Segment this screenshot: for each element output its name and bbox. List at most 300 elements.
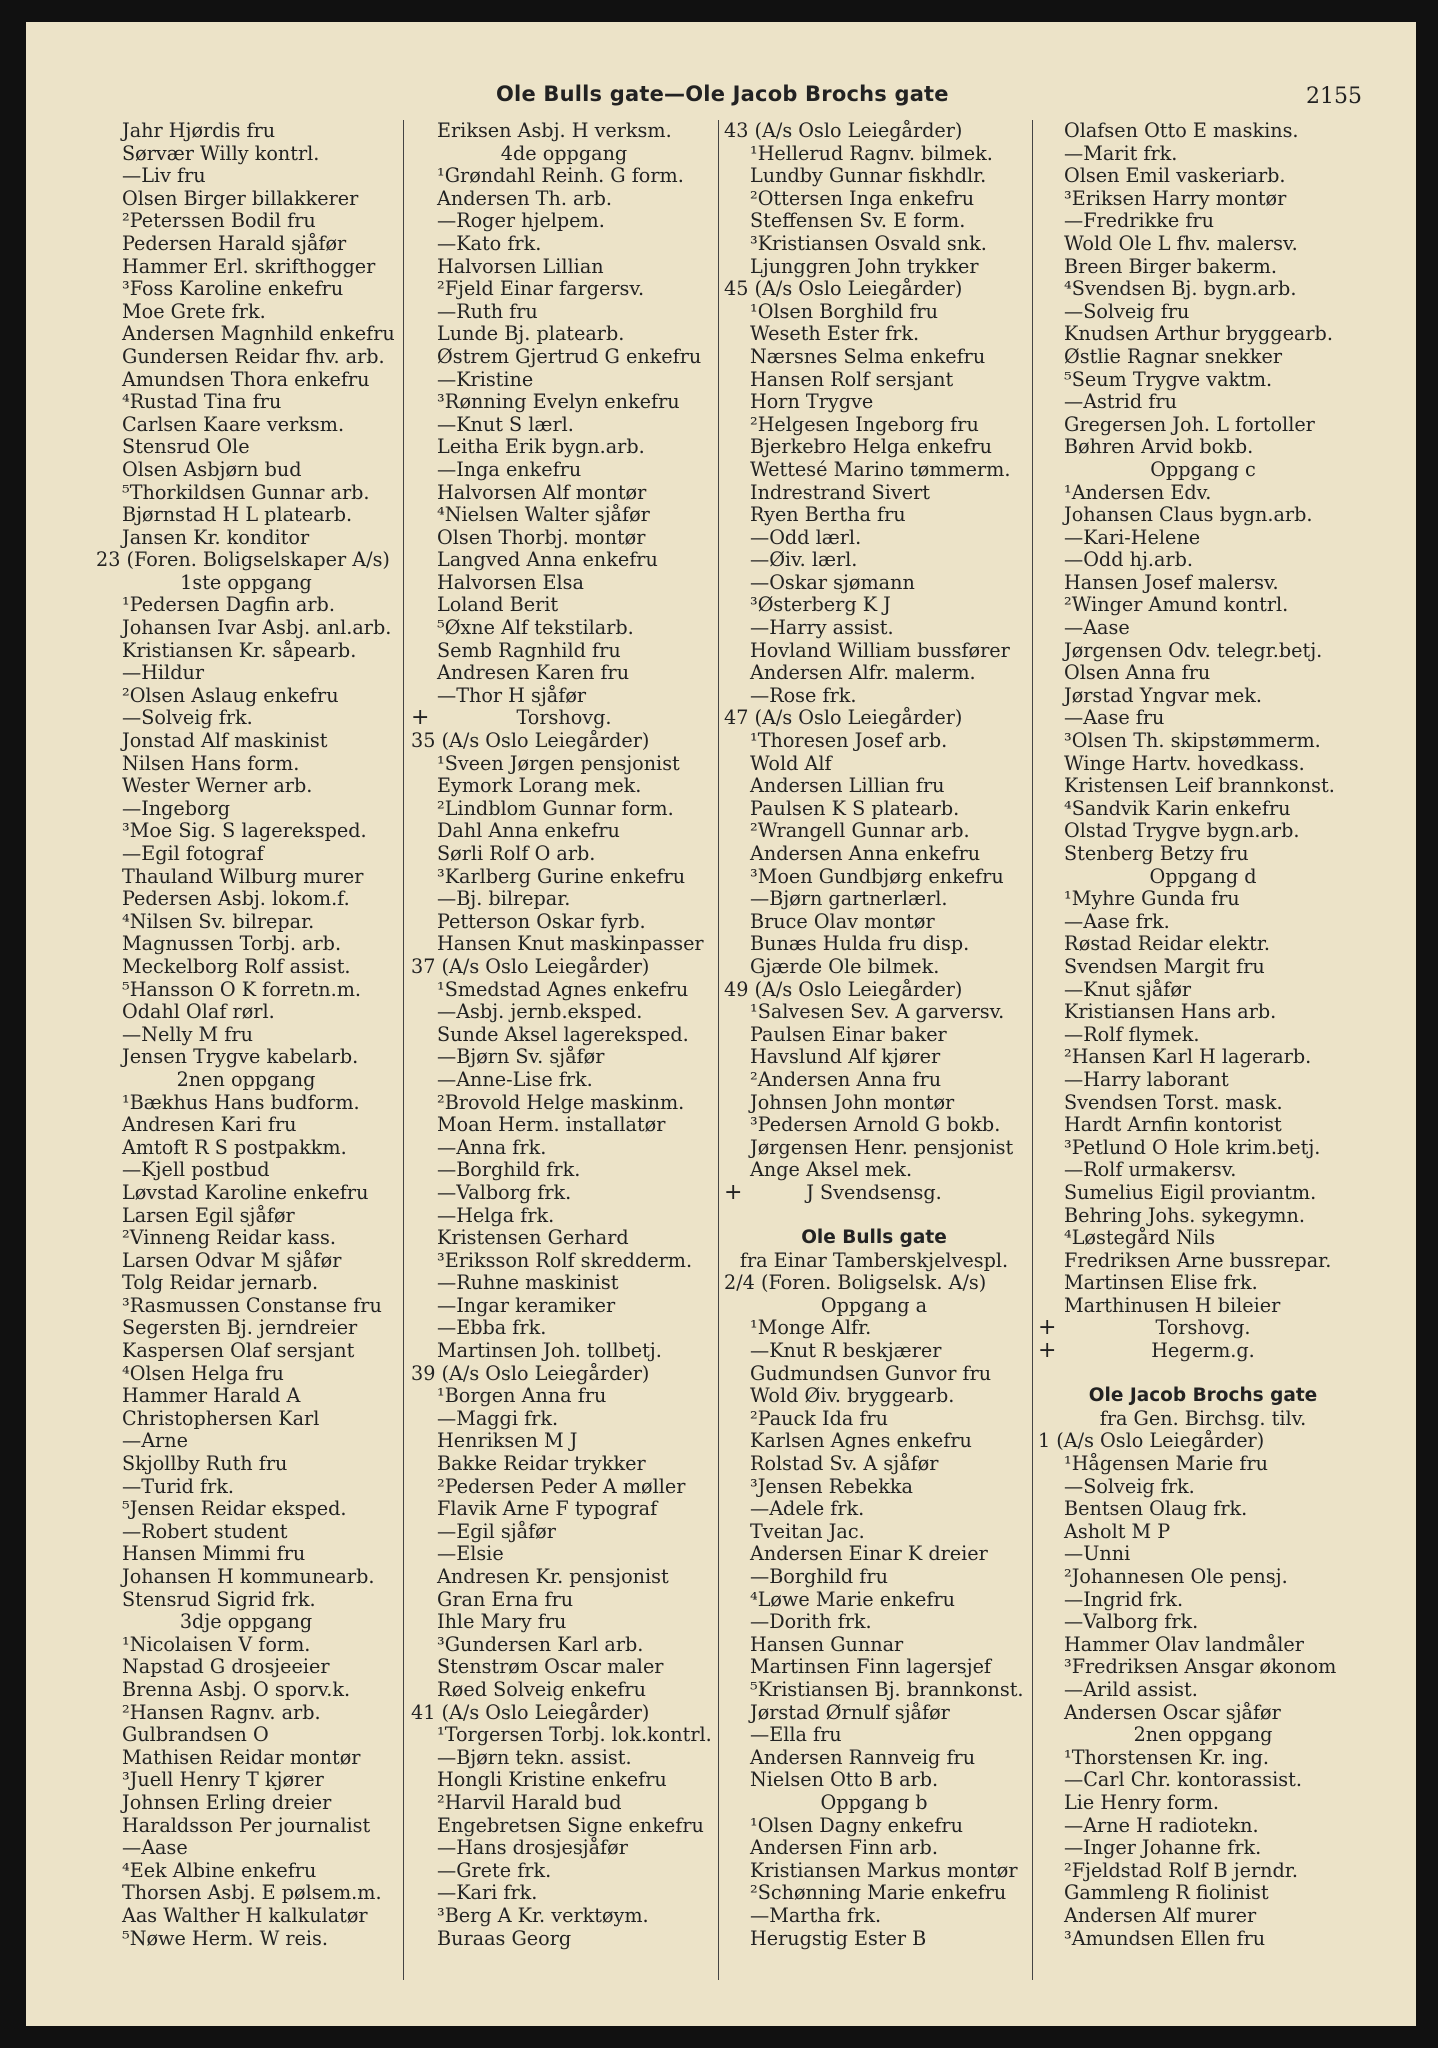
directory-entry: —Borghild fru [750,1565,888,1588]
directory-entry: Bøhren Arvid bokb. [1064,435,1254,459]
directory-entry: —Ella fru [750,1723,842,1747]
directory-entry: ²Winger Amund kontrl. [1064,593,1289,617]
directory-entry: Johansen H kommunearb. [122,1565,375,1588]
directory-entry: Jørgensen Odv. telegr.betj. [1064,638,1323,662]
column-1 [96,120,396,2000]
directory-entry: ⁵Nøwe Herm. W reis. [122,1926,328,1950]
directory-entry: —Arne H radiotekn. [1064,1813,1259,1837]
directory-entry: Pedersen Harald sjåfør [122,231,347,255]
directory-entry: Steffensen Sv. E form. [750,209,966,233]
directory-entry: Bruce Olav montør [750,909,935,933]
directory-entry: ¹Smedstad Agnes enkefru [437,977,689,1001]
directory-entry: Bjerkebro Helga enkefru [750,435,993,459]
directory-entry: Andersen Oscar sjåfør [1064,1700,1281,1724]
directory-entry: ⁵Jensen Reidar eksped. [122,1497,347,1521]
directory-entry: Tolg Reidar jernarb. [122,1271,319,1295]
directory-entry: Rolstad Sv. A sjåfør [750,1452,939,1476]
directory-entry: —Hans drosjesjåfør [437,1836,628,1860]
directory-entry: ³Rasmussen Constanse fru [122,1293,382,1317]
directory-entry: Engebretsen Signe enkefru [437,1813,704,1837]
directory-entry: —Solveig frk. [122,706,253,730]
directory-entry: Andersen Alfr. malerm. [750,661,976,685]
directory-entry: ²Peterssen Bodil fru [122,209,316,233]
directory-entry: ²Olsen Aslaug enkefru [122,683,339,707]
directory-entry: Weseth Ester frk. [750,322,920,346]
column-2 [411,120,717,2000]
directory-entry: Langved Anna enkefru [437,548,658,572]
directory-entry: ⁴Løstegård Nils [1064,1226,1216,1250]
directory-entry: ⁵Thorkildsen Gunnar arb. [122,480,370,504]
directory-entry: 37 (A/s Oslo Leiegårder) [411,954,650,978]
section-label: 2nen oppgang [1133,1723,1273,1747]
directory-entry: Hansen Josef malersv. [1064,570,1279,594]
directory-entry: Meckelborg Rolf assist. [122,954,351,978]
directory-entry: ³Eriksson Rolf skredderm. [437,1248,693,1272]
directory-entry: —Knut S lærl. [437,412,574,436]
directory-entry: —Thor H sjåfør [437,683,587,707]
directory-entry: Gregersen Joh. L fortoller [1064,412,1315,436]
directory-entry: Andresen Kari fru [122,1113,297,1137]
directory-entry: ³Petlund O Hole krim.betj. [1064,1135,1321,1159]
directory-entry: —Ingar keramiker [437,1293,616,1317]
directory-entry: Breen Birger bakerm. [1064,254,1277,278]
directory-entry: Østlie Ragnar snekker [1064,344,1283,368]
directory-entry: ³Eriksen Harry montør [1064,186,1287,210]
section-label: 2nen oppgang [176,1067,316,1091]
directory-entry: ³Pedersen Arnold G bokb. [750,1113,1001,1137]
directory-entry: Skjollby Ruth fru [122,1452,288,1476]
directory-entry: Johansen Claus bygn.arb. [1064,503,1313,527]
directory-entry: Kristensen Gerhard [437,1226,629,1250]
directory-entry: —Knut sjåfør [1064,977,1192,1001]
cross-street-marker: + [1038,1338,1057,1364]
directory-entry: Amundsen Thora enkefru [122,367,370,391]
directory-entry: Odahl Olaf rørl. [122,1000,275,1024]
directory-entry: Sunde Aksel lagereksped. [437,1022,689,1046]
directory-entry: —Grete frk. [437,1858,552,1882]
section-label: Oppgang c [1150,457,1256,481]
directory-entry: ¹Grøndahl Reinh. G form. [437,164,684,188]
directory-entry: ²Brovold Helge maskinm. [437,1090,685,1114]
directory-entry: —Kjell postbud [122,1158,270,1182]
directory-entry: Andersen Rannveig fru [750,1745,976,1769]
directory-entry: —Helga frk. [437,1203,555,1227]
directory-entry: Horn Trygve [750,390,874,414]
directory-entry: Martinsen Joh. tollbetj. [437,1339,662,1363]
directory-entry: ²Vinneng Reidar kass. [122,1226,336,1250]
directory-entry [724,1205,1024,1228]
directory-entry: Halvorsen Lillian [437,254,604,278]
directory-entry: ¹Hellerud Ragnv. bilmek. [750,141,993,165]
directory-entry: Johnsen Erling dreier [122,1790,332,1814]
directory-entry: Andersen Lillian fru [750,774,945,798]
directory-entry: —Rolf urmakersv. [1064,1158,1237,1182]
directory-entry: Jørstad Yngvar mek. [1064,683,1262,707]
column-divider [403,120,404,1980]
directory-entry: —Kato frk. [437,231,542,255]
directory-entry: ¹Myhre Gunda fru [1064,887,1240,911]
directory-entry: Mathisen Reidar montør [122,1745,361,1769]
directory-entry: ³Fredriksen Ansgar økonom [1064,1655,1337,1679]
page-title: Ole Bulls gate—Ole Jacob Brochs gate [496,82,949,106]
directory-entry: ¹Andersen Edv. [1064,480,1212,504]
directory-entry: —Valborg frk. [437,1180,572,1204]
directory-entry: Østrem Gjertrud G enkefru [437,344,702,368]
section-label: Oppgang b [820,1790,928,1814]
directory-entry: Olsen Birger billakkerer [122,186,359,210]
directory-entry: Paulsen Einar baker [750,1022,947,1046]
directory-entry: Knudsen Arthur bryggearb. [1064,322,1333,346]
directory-entry: ²Pedersen Peder A møller [437,1474,686,1498]
column-divider [718,120,719,1980]
directory-entry: Herugstig Ester B [750,1926,927,1950]
directory-entry: Stensrud Sigrid frk. [122,1587,316,1611]
directory-entry: Røed Solveig enkefru [437,1677,646,1701]
directory-entry: 23 (Foren. Boligselskaper A/s) [96,548,390,572]
directory-entry: ³Gundersen Karl arb. [437,1632,644,1656]
directory-entry: Pedersen Asbj. lokom.f. [122,887,350,911]
directory-entry: ³Karlberg Gurine enkefru [437,864,686,888]
section-label [1038,1340,1368,1363]
directory-entry: Kristiansen Kr. såpearb. [122,638,357,662]
directory-page [26,22,1416,2026]
directory-entry: Andresen Kr. pensjonist [437,1565,669,1588]
cross-street-name: Hegerm.g. [1151,1339,1255,1363]
directory-entry: ¹Salvesen Sev. A garversv. [750,1000,1005,1024]
directory-entry: Dahl Anna enkefru [437,819,620,843]
section-label: 1ste oppgang [180,570,312,594]
directory-entry: Flavik Arne F typograf [437,1497,658,1521]
directory-entry: Jansen Kr. konditor [122,525,310,549]
directory-entry: Halvorsen Elsa [437,570,584,594]
directory-entry: Bentsen Olaug frk. [1064,1497,1248,1521]
directory-entry: Andersen Einar K dreier [750,1542,988,1566]
directory-entry: —Bjørn tekn. assist. [437,1745,632,1769]
directory-entry: —Rose frk. [750,683,857,707]
directory-entry: Lie Henry form. [1064,1790,1220,1814]
directory-entry: Asholt M P [1064,1519,1171,1543]
directory-entry: Gudmundsen Gunvor fru [750,1361,992,1385]
directory-entry: ²Fjeldstad Rolf B jerndr. [1064,1858,1298,1882]
directory-entry: Lundby Gunnar fiskhdlr. [750,164,987,188]
directory-entry: Kaspersen Olaf sersjant [122,1339,355,1363]
directory-entry: Moe Grete frk. [122,299,266,323]
directory-entry: ³Rønning Evelyn enkefru [437,390,680,414]
directory-entry: Haraldsson Per journalist [122,1813,371,1837]
directory-entry: Wester Werner arb. [122,774,313,798]
directory-entry: Olsen Thorbj. montør [437,525,646,549]
section-label [411,707,717,730]
directory-entry: Røstad Reidar elektr. [1064,932,1271,956]
directory-entry: —Asbj. jernb.eksped. [437,1000,643,1024]
directory-entry: Martinsen Finn lagersjef [750,1655,992,1679]
directory-entry: 2/4 (Foren. Boligselsk. A/s) [724,1271,987,1295]
directory-entry: Winge Hartv. hovedkass. [1064,751,1305,775]
directory-entry: Halvorsen Alf montør [437,480,647,504]
directory-entry: ²Ottersen Inga enkefru [750,186,975,210]
directory-entry: Karlsen Agnes enkefru [750,1429,972,1453]
directory-entry: ³Olsen Th. skipstømmerm. [1064,729,1321,753]
directory-entry: ¹Monge Alfr. [750,1316,872,1340]
directory-entry: ²Hansen Karl H lagerarb. [1064,1045,1312,1069]
directory-entry: Larsen Egil sjåfør [122,1203,295,1227]
directory-entry: Christophersen Karl [122,1406,320,1430]
directory-entry: Olsen Asbjørn bud [122,457,302,481]
directory-entry: —Aase frk. [1064,909,1170,933]
directory-entry: 49 (A/s Oslo Leiegårder) [724,977,963,1001]
directory-entry: Andersen Finn arb. [750,1836,938,1860]
directory-entry: ²Lindblom Gunnar form. [437,796,674,820]
directory-entry: Martinsen Elise frk. [1064,1271,1258,1295]
directory-entry: Brenna Asbj. O sporv.k. [122,1677,351,1701]
directory-entry: Fredriksen Arne bussrepar. [1064,1248,1332,1272]
directory-entry: ³Moe Sig. S lagereksped. [122,819,367,843]
directory-entry: Olafsen Otto E maskins. [1064,119,1299,142]
directory-entry: ³Moen Gundbjørg enkefru [750,864,1004,888]
directory-entry: —Unni [1064,1542,1131,1566]
directory-entry: Loland Berit [437,593,559,617]
directory-entry: Svendsen Margit fru [1064,954,1265,978]
directory-entry: Hammer Erl. skrifthogger [122,254,376,278]
directory-entry: Moan Herm. installatør [437,1113,666,1137]
section-label: Oppgang a [820,1293,928,1317]
directory-entry: —Bjørn gartnerlærl. [750,887,948,911]
directory-entry: ⁵Seum Trygve vaktm. [1064,367,1273,391]
directory-entry: —Aase [122,1836,188,1860]
directory-entry: —Ebba frk. [437,1316,547,1340]
directory-entry: ⁵Hansson O K forretn.m. [122,977,362,1001]
directory-entry: ¹Sveen Jørgen pensjonist [437,751,680,775]
directory-entry: ⁴Sandvik Karin enkefru [1064,796,1291,820]
directory-entry: Gammleng R fiolinist [1064,1881,1269,1905]
directory-entry: Ryen Bertha fru [750,503,906,527]
directory-entry: —Bj. bilrepar. [437,887,571,911]
directory-entry: Lunde Bj. platearb. [437,322,625,346]
directory-entry: Gulbrandsen O [122,1723,269,1747]
directory-entry: Ihle Mary fru [437,1610,567,1634]
directory-entry: ⁴Nilsen Sv. bilrepar. [122,909,315,933]
directory-entry: Buraas Georg [437,1926,572,1950]
directory-entry: —Arne [122,1429,188,1453]
directory-entry: —Ingeborg [122,796,231,820]
directory-entry: Thauland Wilburg murer [122,864,364,888]
section-label: 4de oppgang [500,141,628,165]
directory-entry: Bakke Reidar trykker [437,1452,646,1476]
directory-entry: Nærsnes Selma enkefru [750,344,986,368]
directory-entry: —Arild assist. [1064,1677,1198,1701]
directory-entry: ²Fjeld Einar fargersv. [437,277,645,301]
directory-entry: Tveitan Jac. [750,1519,865,1543]
directory-entry: ³Amundsen Ellen fru [1064,1926,1266,1950]
directory-entry: 43 (A/s Oslo Leiegårder) [724,119,963,142]
section-label: 3dje oppgang [179,1610,313,1634]
cross-street-marker: + [411,705,430,731]
directory-entry: Havslund Alf kjører [750,1045,941,1069]
street-heading: Ole Bulls gate [801,1227,947,1249]
directory-entry: Ange Aksel mek. [750,1158,913,1182]
column-divider [1032,120,1033,1980]
directory-entry: ¹Nicolaisen V form. [122,1632,311,1656]
directory-entry: —Astrid fru [1064,390,1177,414]
section-label: fra Einar Tamberskjelvespl. [739,1248,1009,1272]
directory-entry: 45 (A/s Oslo Leiegårder) [724,277,963,301]
directory-entry: —Borghild frk. [437,1158,581,1182]
directory-entry: Jahr Hjørdis fru [122,119,276,142]
directory-entry: —Fredrikke fru [1064,209,1214,233]
directory-entry: Wold Ole L fhv. malersv. [1064,231,1298,255]
directory-entry: Thorsen Asbj. E pølsem.m. [122,1881,382,1905]
directory-entry: —Odd hj.arb. [1064,548,1193,572]
directory-entry: —Inger Johanne frk. [1064,1836,1262,1860]
directory-entry: Gran Erna fru [437,1587,574,1611]
directory-entry: Paulsen K S platearb. [750,796,960,820]
directory-entry [1038,1363,1368,1386]
directory-entry: ¹Thorstensen Kr. ing. [1064,1745,1269,1769]
directory-entry: —Marit frk. [1064,141,1178,165]
directory-entry: ⁴Nielsen Walter sjåfør [437,503,650,527]
directory-entry: Jensen Trygve kabelarb. [122,1045,359,1069]
directory-entry: ¹Torgersen Torbj. lok.kontrl. [437,1723,712,1747]
directory-entry: —Ingrid frk. [1064,1587,1184,1611]
directory-entry: Nielsen Otto B arb. [750,1768,939,1792]
directory-entry: ²Pauck Ida fru [750,1406,889,1430]
directory-entry: —Oskar sjømann [750,570,915,594]
directory-entry: —Inga enkefru [437,457,582,481]
directory-entry: Bjørnstad H L platearb. [122,503,353,527]
directory-entry: Stensrud Ole [122,435,250,459]
directory-entry: —Robert student [122,1519,288,1543]
directory-entry: Andersen Alf murer [1064,1903,1257,1927]
directory-entry: Olsen Emil vaskeriarb. [1064,164,1286,188]
directory-entry: —Kristine [437,367,534,391]
directory-entry: —Elsie [437,1542,504,1566]
cross-street-marker: + [724,1179,743,1205]
directory-entry: —Aase [1064,616,1130,640]
page-number: 2155 [1306,84,1362,109]
directory-entry: Hardt Arnfin kontorist [1064,1113,1282,1137]
directory-entry: Sørvær Willy kontrl. [122,141,320,165]
directory-entry: —Hildur [122,661,205,685]
directory-entry: ²Andersen Anna fru [750,1067,942,1091]
directory-entry: 35 (A/s Oslo Leiegårder) [411,729,650,753]
cross-street-name: Torshovg. [516,706,612,730]
directory-entry: Bunæs Hulda fru disp. [750,932,970,956]
directory-entry: Napstad G drosjeeier [122,1655,330,1679]
directory-entry: ⁵Kristiansen Bj. brannkonst. [750,1677,1024,1701]
directory-entry: Larsen Odvar M sjåfør [122,1248,342,1272]
directory-entry: Amtoft R S postpakkm. [122,1135,347,1159]
directory-entry: Gjærde Ole bilmek. [750,954,940,978]
directory-entry: Hammer Olav landmåler [1064,1632,1304,1656]
directory-entry: —Martha frk. [750,1903,882,1927]
page-header [26,82,1416,112]
directory-entry: Semb Ragnhild fru [437,638,621,662]
directory-entry: ¹Olsen Borghild fru [750,299,938,323]
directory-entry: Ljunggren John trykker [750,254,979,278]
directory-entry: Marthinusen H bileier [1064,1293,1281,1317]
directory-entry: Johansen Ivar Asbj. anl.arb. [122,616,392,640]
directory-entry: Jørgensen Henr. pensjonist [750,1135,1014,1159]
directory-entry: 39 (A/s Oslo Leiegårder) [411,1361,650,1385]
directory-entry: ⁴Rustad Tina fru [122,390,282,414]
directory-entry: —Carl Chr. kontorassist. [1064,1768,1302,1792]
directory-entry: Wold Øiv. bryggearb. [750,1384,955,1408]
directory-entry: Hansen Gunnar [750,1632,904,1656]
directory-entry: ³Berg A Kr. verktøym. [437,1903,649,1927]
directory-entry: Svendsen Torst. mask. [1064,1090,1283,1114]
directory-entry: —Valborg frk. [1064,1610,1199,1634]
directory-entry: Petterson Oskar fyrb. [437,909,646,933]
directory-entry: ¹Thoresen Josef arb. [750,729,948,753]
directory-entry: ⁴Eek Albine enkefru [122,1858,317,1882]
directory-entry: —Rolf flymek. [1064,1022,1200,1046]
directory-entry: ²Harvil Harald bud [437,1790,622,1814]
directory-entry: Andersen Anna enkefru [750,842,981,865]
cross-street-name: Torshovg. [1155,1316,1251,1340]
directory-entry: Carlsen Kaare verksm. [122,412,345,436]
directory-entry: ⁴Svendsen Bj. bygn.arb. [1064,277,1297,301]
directory-entry: ²Hansen Ragnv. arb. [122,1700,321,1724]
directory-entry: ²Helgesen Ingeborg fru [750,412,979,436]
directory-entry: ¹Olsen Dagny enkefru [750,1813,963,1837]
directory-entry: —Dorith frk. [750,1610,872,1634]
directory-entry: Hansen Mimmi fru [122,1542,306,1566]
directory-entry: Stenstrøm Oscar maler [437,1655,664,1679]
directory-entry: 47 (A/s Oslo Leiegårder) [724,706,963,730]
directory-entry: ⁵Øxne Alf tekstilarb. [437,616,634,640]
directory-entry: ⁴Olsen Helga fru [122,1361,284,1385]
section-label [1038,1317,1368,1340]
directory-entry: Jonstad Alf maskinist [122,729,328,753]
directory-entry: Indrestrand Sivert [750,480,931,504]
directory-entry: —Harry assist. [750,616,894,640]
directory-entry: —Knut R beskjærer [750,1339,942,1363]
directory-entry: ¹Pedersen Dagfin arb. [122,593,335,617]
directory-entry: —Kari frk. [437,1881,538,1905]
directory-entry: —Ruhne maskinist [437,1271,619,1295]
directory-entry: —Solveig fru [1064,299,1190,323]
section-label: fra Gen. Birchsg. tilv. [1099,1406,1307,1430]
directory-entry: Hovland William bussfører [750,638,1010,662]
directory-entry: 1 (A/s Oslo Leiegårder) [1038,1429,1265,1453]
directory-entry: 41 (A/s Oslo Leiegårder) [411,1700,650,1724]
directory-entry: Eymork Lorang mek. [437,774,642,798]
section-label [724,1179,1024,1205]
directory-entry: —Adele frk. [750,1497,865,1521]
directory-entry: ¹Bækhus Hans budform. [122,1090,360,1114]
directory-entry: ³Juell Henry T kjører [122,1768,324,1792]
directory-entry: —Roger hjelpem. [437,209,605,233]
directory-entry: Eriksen Asbj. H verksm. [437,119,672,142]
directory-entry: —Anna frk. [437,1135,547,1159]
directory-entry: Leitha Erik bygn.arb. [437,435,645,459]
directory-entry: Johnsen John montør [750,1090,955,1114]
directory-entry: —Liv fru [122,164,206,188]
directory-entry: ²Schønning Marie enkefru [750,1881,1007,1905]
directory-entry: ³Foss Karoline enkefru [122,277,344,301]
directory-entry: Andersen Th. arb. [437,186,613,210]
directory-entry: Nilsen Hans form. [122,751,300,775]
directory-entry: —Egil sjåfør [437,1519,556,1543]
directory-entry: —Turid frk. [122,1474,235,1498]
directory-entry: Wettesé Marino tømmerm. [750,457,1011,481]
cross-street-marker: + [1038,1315,1057,1341]
directory-entry: ²Johannesen Ole pensj. [1064,1565,1288,1588]
directory-entry: Segersten Bj. jerndreier [122,1316,358,1340]
directory-entry: Hongli Kristine enkefru [437,1768,667,1792]
directory-entry: —Bjørn Sv. sjåfør [437,1045,605,1069]
directory-entry: ¹Hågensen Marie fru [1064,1452,1268,1476]
